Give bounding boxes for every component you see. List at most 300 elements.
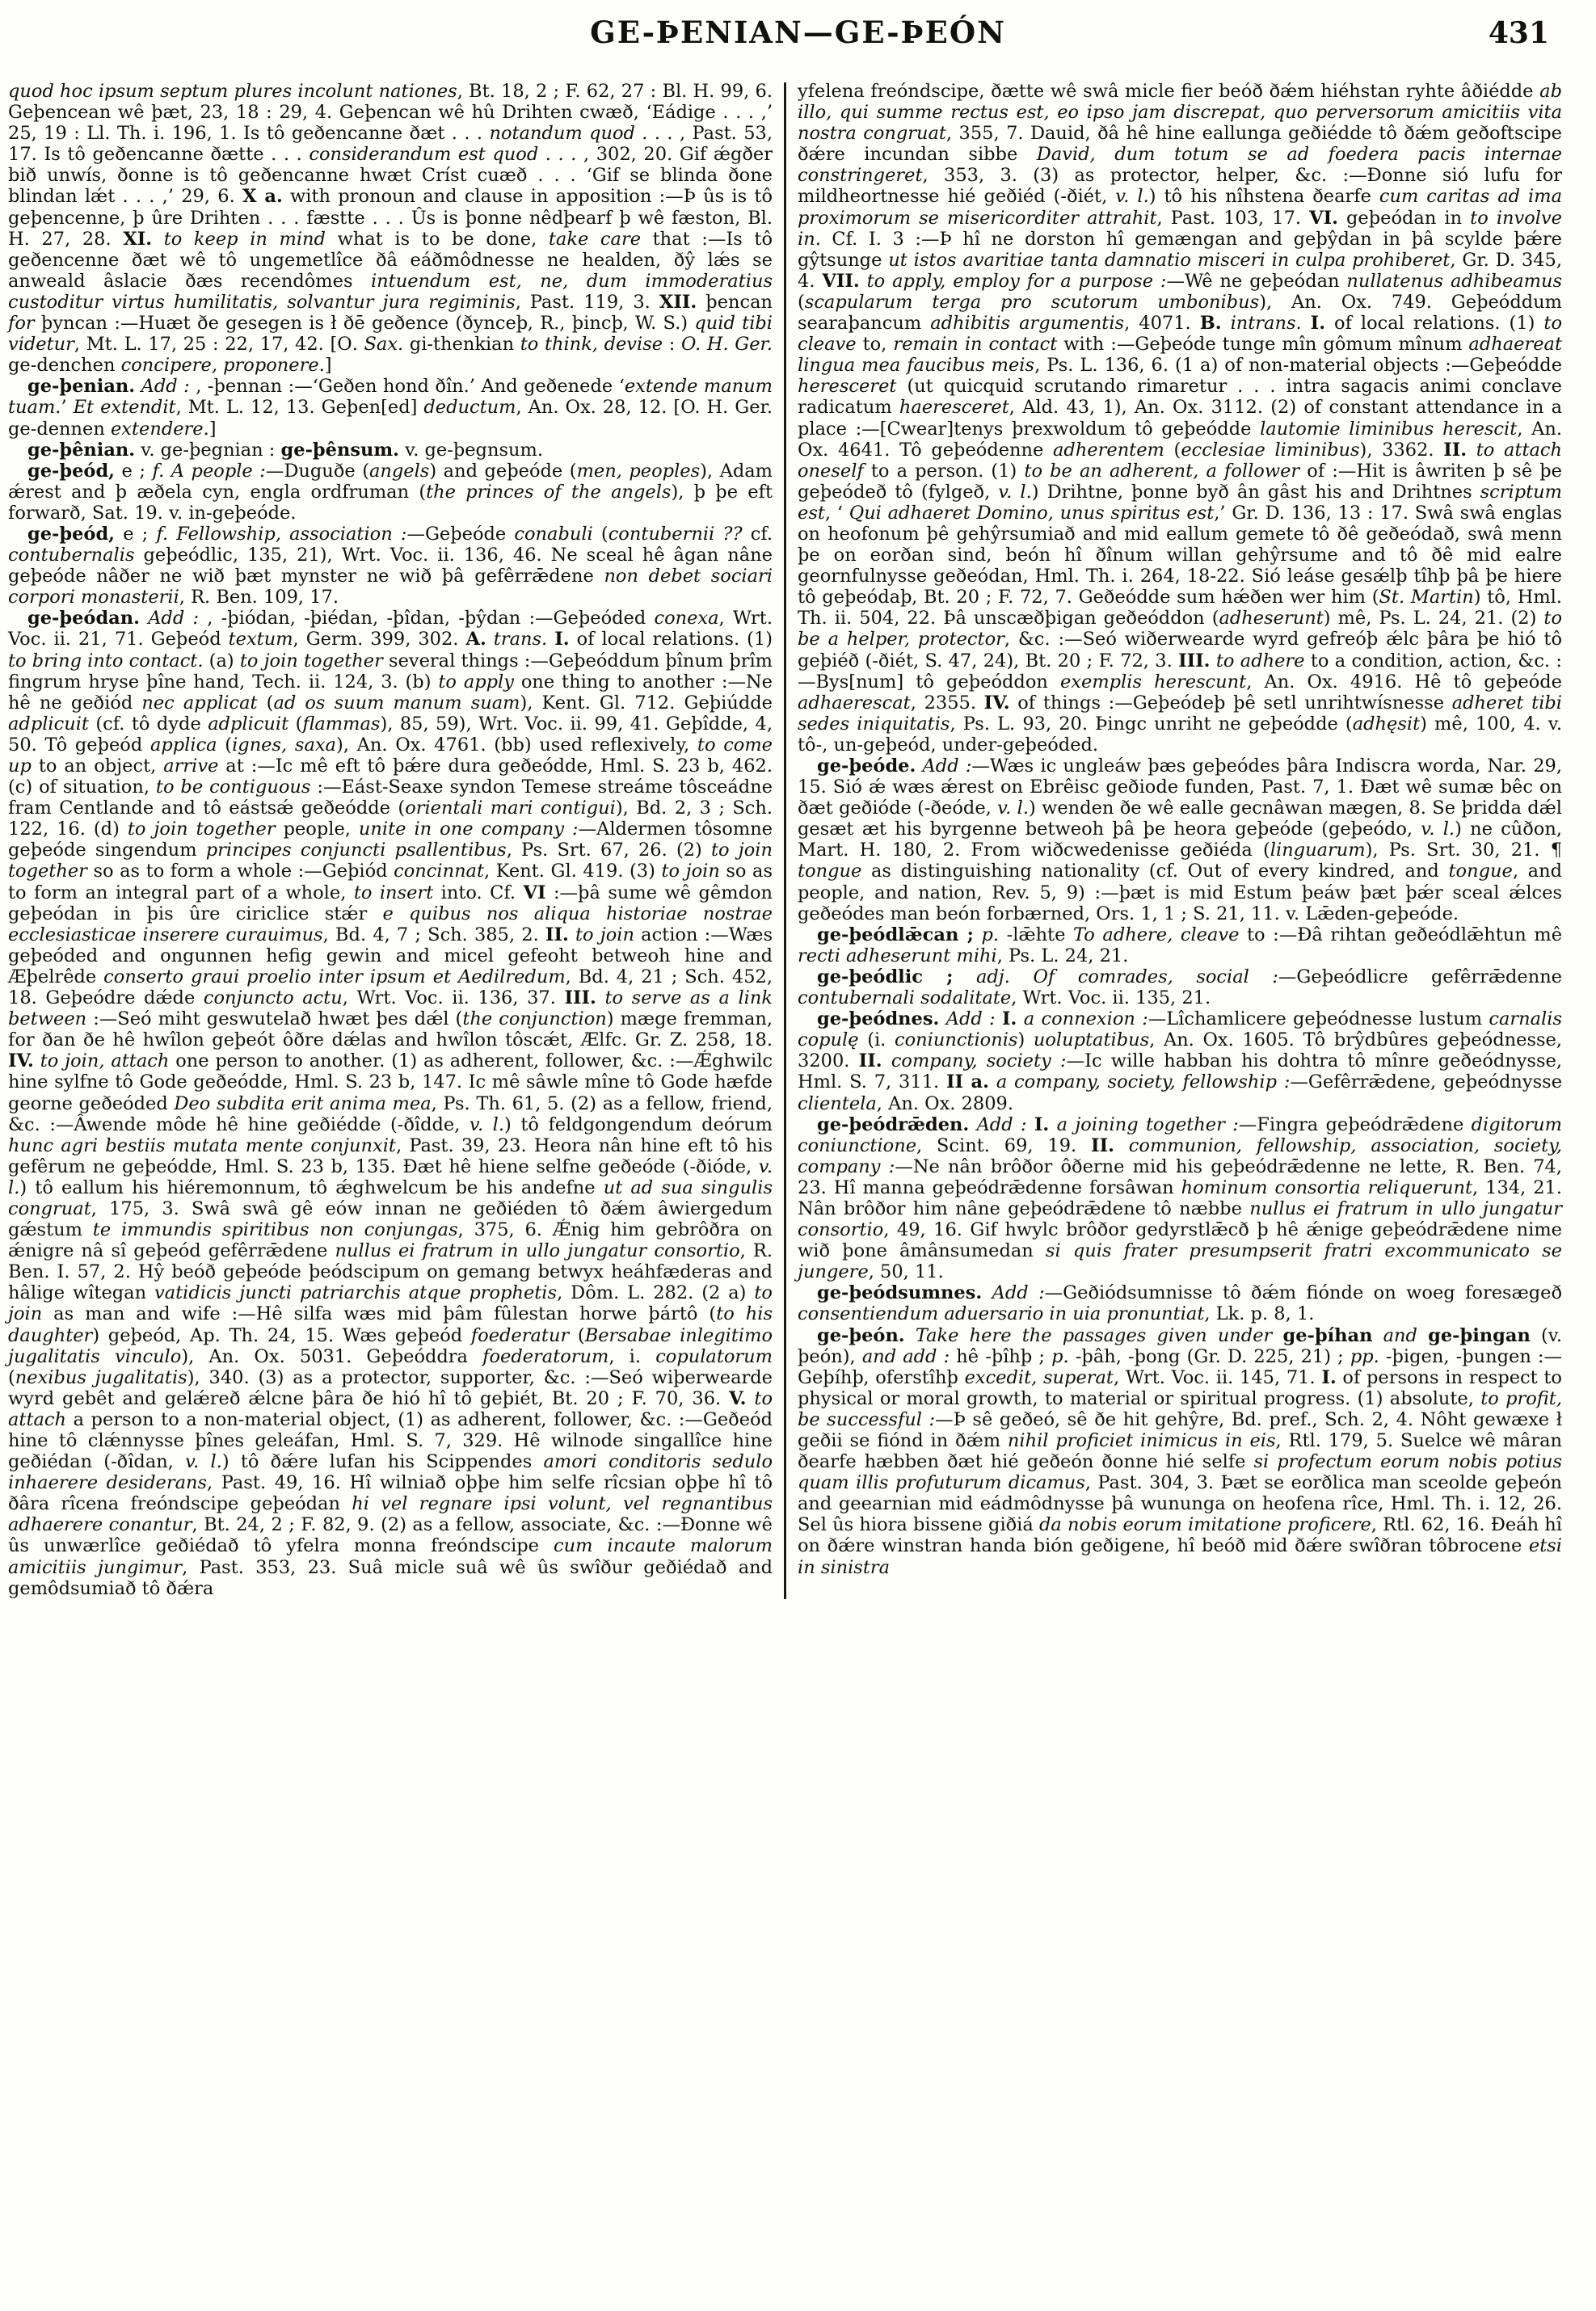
text-run: , Bd. 4, 7 ; Sch. 385, 2. bbox=[322, 924, 545, 945]
italic-run: to join bbox=[661, 861, 720, 882]
italic-run: to join together bbox=[8, 840, 773, 882]
headword-or-section-run: ge-þeódsumnes. bbox=[817, 1282, 983, 1304]
italic-run: to attach bbox=[8, 1387, 773, 1430]
text-run: with pronoun and clause in apposition :—Þ ûs is tô geþencenne, þ ûre Drihten . . . fæstte . . . Ûs is þonne nêdþearf þ wê fæston, Bl. H. 27, 28. bbox=[8, 186, 773, 250]
text-run: (a) bbox=[203, 650, 240, 671]
text-run: ) tô his nîhstena ðearfe bbox=[1148, 186, 1379, 208]
text-run bbox=[989, 1071, 996, 1092]
dictionary-paragraph bbox=[8, 608, 773, 1598]
text-run: , ‘ bbox=[824, 502, 849, 524]
italic-run: angels bbox=[368, 460, 430, 482]
italic-run: the princes of the angels bbox=[426, 481, 672, 503]
italic-run: to attach oneself bbox=[798, 439, 1562, 482]
text-run: geþeódlic, 135, 21), Wrt. Voc. ii. 136, 46. Ne sceal hê âgan nâne geþeóde nâðer ne wið þæt mynster ne wið þâ gefêrrǣdene bbox=[8, 545, 773, 587]
text-run: , Bt. 24, 2 ; F. 82, 9. (2) as a fellow, associate, &c. :—Ðonne wê ûs unwærlîce geðiédað tô yfelra monna freóndscipe bbox=[8, 1514, 773, 1557]
italic-run: hi vel regnare ipsi volunt, vel regnantibus adhaerere conantur bbox=[8, 1493, 773, 1536]
text-run: , Past. 49, 16. Hî wilniað oþþe him selfe rîcsian oþþe hî tô ðâra rîcena freóndscipe geþeódan bbox=[8, 1472, 773, 1515]
italic-run: contubernii ?? bbox=[608, 523, 743, 545]
italic-run: intrans. bbox=[1230, 313, 1302, 335]
text-run bbox=[140, 608, 148, 629]
italic-run: to join bbox=[575, 924, 634, 945]
dictionary-paragraph bbox=[8, 461, 773, 524]
italic-run: considerandum est quod . . . bbox=[309, 144, 583, 166]
italic-run: Qui adhaeret Domino, unus spiritus est bbox=[849, 502, 1215, 524]
italic-run: v. l. bbox=[998, 481, 1032, 503]
italic-run: to come up bbox=[8, 734, 773, 777]
text-run: of local relations. (1) bbox=[569, 629, 773, 650]
headword-or-section-run: I. bbox=[1002, 1008, 1017, 1030]
italic-run: extende manum tuam. bbox=[8, 376, 773, 419]
italic-run: uoluptatibus bbox=[1033, 1029, 1150, 1051]
text-run bbox=[982, 1282, 992, 1303]
text-run: to an object, bbox=[31, 756, 164, 777]
text-run bbox=[905, 1325, 916, 1346]
italic-run: scriptum est bbox=[798, 481, 1562, 524]
text-run: of persons in respect to physical or moral growth, to material or spiritual progress. (1) absolute, bbox=[798, 1366, 1562, 1409]
text-run: , 4071. bbox=[1124, 313, 1200, 335]
text-run: ( bbox=[569, 1324, 585, 1346]
text-run bbox=[1211, 650, 1216, 671]
text-run: ) mæge fremman, for ðan ðe hê hwîlon geþeót ôðre dǽlas and hwîlon tôscǽt, Ælfc. Gr. Z. 258, 18. bbox=[8, 1008, 773, 1051]
text-run: , Ps. Srt. 67, 26. (2) bbox=[506, 840, 712, 861]
italic-run: v. l. bbox=[1421, 819, 1455, 840]
text-run: -þigen, -þungen :—Geþíhþ, oferstîhþ bbox=[798, 1345, 1563, 1388]
text-run: ( bbox=[217, 734, 233, 756]
text-run: one person to another. (1) as adherent, follower, &c. :—Ǽghwilc hine sylfne tô Gode geðeódde, Hml. S. 23 b, 147. Ic mê sâwle mîne tô Gode hæfde georne geðeóded bbox=[8, 1050, 773, 1114]
italic-run: consentiendum aduersario in uia pronuntiat bbox=[798, 1303, 1205, 1325]
right-column bbox=[798, 81, 1562, 1599]
text-run: action :—Wæs geþeóded and ongunnen hefig gewin and micel gefeoht betweoh hine and Æþelrêde bbox=[8, 924, 773, 987]
headword-or-section-run: ge-þênsum. bbox=[280, 439, 400, 461]
text-run: so as to form a whole :—Geþiód bbox=[86, 861, 394, 882]
text-run: as man and wife :—Hê silfa wæs mid þâm fûlestan horwe þártô ( bbox=[42, 1303, 717, 1325]
text-run: , Kent. Gl. 419. (3) bbox=[484, 861, 662, 882]
italic-run: heresceret bbox=[798, 376, 897, 398]
text-run: at :—Ic mê eft tô þǽre dura geðeódde, Hml. S. 23 b, 462. (c) of situation, bbox=[8, 756, 773, 798]
text-run: , 50, 11. bbox=[868, 1261, 944, 1283]
italic-run: take care bbox=[548, 228, 642, 250]
text-run: , 2355. bbox=[910, 692, 984, 714]
text-run: , Mt. L. 17, 25 : 22, 17, 42. [О. bbox=[74, 334, 364, 356]
text-run: , An. Ox. 4641. Tô geþeódenne bbox=[798, 418, 1562, 461]
text-run: —Aldermen tôsomne geþeóde singendum bbox=[8, 819, 773, 861]
italic-run: applica bbox=[149, 734, 217, 756]
headword-or-section-run: ge-þeóde. bbox=[817, 756, 916, 777]
text-run: , Rtl. 179, 5. Suelce wê mâran ðearfe hæbben ðæt hié geðeón ðonne hié selfe bbox=[798, 1430, 1562, 1473]
text-run: —Gefêrrǣdene, geþeódnysse bbox=[1290, 1071, 1563, 1093]
text-run: , Wrt. Voc. ii. 135, 21. bbox=[1011, 987, 1211, 1009]
text-run: —Wæs ic ungleáw þæs geþeódes þâra Indiscra worda, Nar. 29, 15. Sió ǽ wæs ǽrest on Ebrêisc geðiode funden, Past. 7, 1. Ðæt wê sumæ bêc on ðæt geðióde (-ðeóde, bbox=[798, 756, 1562, 819]
text-run: , Ps. L. 136, 6. (1 a) of non-material objects :—Geþeódde bbox=[1034, 355, 1563, 377]
dictionary-paragraph bbox=[798, 756, 1562, 924]
text-run: yfelena freóndscipe, ðætte wê swâ micle fier beóð ðǽm hiéhstan ryhte âðiédde bbox=[798, 81, 1540, 102]
text-run: ( bbox=[8, 1366, 15, 1388]
italic-run: to be contiguous bbox=[155, 777, 311, 798]
headword-or-section-run: II. bbox=[1091, 1134, 1114, 1156]
text-run bbox=[969, 1114, 976, 1135]
italic-run: nullus ei fratrum in ullo jungatur consortio bbox=[335, 1240, 740, 1262]
dictionary-paragraph bbox=[798, 81, 1562, 756]
text-run: , -þiódan, -þiédan, -þîdan, -þŷdan :—Geþeóded bbox=[199, 608, 655, 629]
italic-run: conserto graui proelio inter ipsum et Aedilredum bbox=[103, 966, 566, 987]
text-run bbox=[1114, 1135, 1129, 1156]
text-run: of things :—Geþeódeþ þê setl unrihtwísnesse bbox=[1009, 692, 1452, 714]
column-divider-rule bbox=[784, 82, 786, 1599]
text-run: : bbox=[663, 334, 681, 356]
italic-run: etsi in sinistra bbox=[798, 1535, 1562, 1578]
italic-run: for bbox=[8, 313, 35, 335]
text-run: , Wrt. Voc. ii. 136, 37. bbox=[342, 987, 565, 1009]
italic-run: orientali mari contigui bbox=[405, 798, 616, 819]
text-run bbox=[569, 924, 575, 945]
italic-run: v. l. bbox=[997, 798, 1029, 819]
italic-run: to apply bbox=[438, 671, 514, 692]
italic-run: to insert bbox=[353, 882, 434, 903]
italic-run: adj. Of comrades, social : bbox=[975, 966, 1278, 987]
text-run: ) mê, Ps. L. 24, 21. (2) bbox=[1323, 608, 1544, 629]
italic-run: v. l. bbox=[469, 1113, 505, 1135]
text-run: ( bbox=[257, 692, 274, 714]
italic-run: Deo subdita erit anima mea bbox=[174, 1092, 432, 1114]
text-run: with :—Geþeóde tunge mîn gômum mînum bbox=[1057, 334, 1469, 356]
text-run: , Bt. 18, 2 ; F. 62, 27 : Bl. H. 99, 6. Geþencean wê þæt, 23, 18 : 29, 4. Geþencan wê hû Drihten cwæð, ‘Eádige . . . ,’ 25, 19 : Ll. Th. i. 196, 1. Is tô geðencanne ðæt . . . bbox=[8, 81, 773, 145]
text-run: people, bbox=[275, 819, 359, 840]
text-run: to a person. (1) bbox=[863, 460, 1025, 482]
text-run: , i. bbox=[609, 1345, 656, 1367]
dictionary-paragraph bbox=[8, 81, 773, 376]
italic-run: Take here the passages given under bbox=[915, 1324, 1273, 1346]
text-run: (ut quicquid scrutando rimaretur . . . intra sagacis animi conclave radicatum bbox=[798, 376, 1562, 419]
text-run: , An. Ox. 28, 12. [O. H. Ger. ge-dennen bbox=[8, 397, 773, 440]
italic-run: amori conditoris sedulo inhaerere desiderans bbox=[8, 1451, 773, 1494]
text-run: ) geþeód, Ap. Th. 24, 15. Wæs geþeód bbox=[92, 1324, 471, 1346]
dictionary-paragraph bbox=[798, 1114, 1562, 1283]
text-run: , Past. 304, 3. Þæt se eorðlica man sceolde geþeón and geearnian mid eádmôdnysse þâ wununga on heofena rîce, Hml. Th. i. 12, 26. Sel ûs hiora bissene giðiá bbox=[798, 1472, 1563, 1536]
italic-run: p. bbox=[981, 924, 1000, 945]
text-run bbox=[860, 271, 867, 292]
italic-run: v. l. bbox=[8, 1156, 773, 1198]
italic-run: p. bbox=[1051, 1345, 1069, 1367]
italic-run: nihil proficiet inimicus in eis bbox=[1007, 1430, 1276, 1451]
text-run bbox=[1302, 313, 1311, 334]
italic-run: adplicuit bbox=[208, 713, 289, 735]
headword-or-section-run: ge-þingan bbox=[1428, 1324, 1531, 1346]
italic-run: to cleave bbox=[798, 313, 1563, 356]
italic-run: adhibitis argumentis bbox=[930, 313, 1125, 335]
italic-run: the conjunction bbox=[462, 1008, 607, 1030]
italic-run: nullus ei fratrum in ullo jungatur consortio bbox=[798, 1198, 1562, 1241]
italic-run: to join together bbox=[127, 819, 276, 840]
text-run bbox=[1372, 1325, 1383, 1346]
text-run: :—Seó miht geswutelað hwæt þes dǽl ( bbox=[86, 1008, 463, 1030]
text-run: . Cf. I. 3 :—Þ hî ne dorston hî gemængan and geþŷdan in þâ scylde þǽre gŷtsunge bbox=[798, 228, 1562, 271]
text-run: , Past. 353, 23. Suâ micle suâ wê ûs swîður geðiédað and gemôdsumiað tô ðǽra bbox=[8, 1556, 773, 1599]
italic-run: si quis frater presumpserit fratri excommunicato se jungere bbox=[798, 1240, 1562, 1283]
italic-run: a joining together : bbox=[1056, 1113, 1239, 1135]
italic-run: to adhere bbox=[1215, 650, 1305, 671]
italic-run: clientela bbox=[798, 1092, 877, 1114]
text-run: ) tô eallum his hiéremonnum, tô ǽghwelcum be his andefne bbox=[19, 1177, 604, 1198]
italic-run: conjuncto actu bbox=[203, 987, 343, 1009]
text-run: ( bbox=[592, 523, 609, 545]
italic-run: adheret tibi sedes iniquitatis bbox=[798, 692, 1562, 735]
italic-run: to keep in mind bbox=[152, 228, 326, 250]
headword-or-section-run: II. bbox=[545, 924, 569, 945]
text-run bbox=[916, 756, 922, 777]
italic-run: Add : bbox=[141, 376, 190, 398]
text-run: .] bbox=[203, 418, 217, 440]
text-run: , R. Ben. 109, 17. bbox=[179, 587, 339, 608]
text-run: ) bbox=[1017, 1029, 1034, 1051]
text-run: to, bbox=[856, 334, 894, 356]
text-run: what is to be done, bbox=[325, 228, 549, 250]
dictionary-paragraph bbox=[8, 376, 773, 439]
text-run: to :—Ðâ rihtan geðeódlǣhtun mê bbox=[1239, 924, 1563, 945]
text-run: ), þ þe eft forwarð, Sat. 19. v. in-geþeóde. bbox=[8, 481, 773, 524]
dictionary-paragraph bbox=[798, 966, 1562, 1008]
text-run: —Geþeódlicre gefêrrǣdenne bbox=[1278, 966, 1562, 987]
italic-run: remain in contact bbox=[893, 334, 1058, 356]
text-run: , Rtl. 62, 16. Ðeáh hî on ðǽre winstran handa bión geðigene, hî beóð mid ðǽre swîðran tôbrocene bbox=[798, 1514, 1562, 1557]
text-run bbox=[596, 987, 605, 1008]
headword-or-section-run: V. bbox=[729, 1387, 747, 1409]
italic-run: nexibus jugalitatis bbox=[15, 1366, 187, 1388]
text-run: , 375, 6. Ǽnig him gebrôðra on ǽnigre nâ sî geþeód gefêrrǣdene bbox=[8, 1219, 773, 1262]
text-run: , Dôm. L. 282. (2 a) bbox=[557, 1282, 755, 1304]
text-run bbox=[1049, 1114, 1056, 1135]
text-run: v. ge-þegnsum. bbox=[399, 439, 543, 461]
text-run: ), An. Ox. 749. Geþeóddum searaþancum bbox=[798, 291, 1562, 335]
text-run bbox=[996, 1008, 1002, 1029]
italic-run: adhaerescat bbox=[798, 692, 911, 714]
italic-run: e quibus nos aliqua historiae nostrae ecclesiasticae inserere curauimus bbox=[8, 903, 773, 945]
italic-run: Add : bbox=[992, 1282, 1045, 1304]
text-run: ) mê, 100, 4. v. tô-, un-geþeód, under-geþeóded. bbox=[798, 713, 1562, 756]
italic-run: non debet sociari corpori monasterii bbox=[8, 566, 773, 608]
italic-run: f. Fellowship, association : bbox=[156, 523, 407, 545]
dictionary-paragraph bbox=[8, 524, 773, 608]
headword-or-section-run: X a. bbox=[242, 186, 283, 208]
text-run bbox=[34, 1050, 40, 1071]
italic-run: vatidicis juncti patriarchis atque prophetis bbox=[154, 1282, 558, 1304]
text-run: ) Drihtne, þonne byð ân gâst his and Drihtnes bbox=[1031, 481, 1480, 503]
italic-run: contubernali sodalitate bbox=[798, 987, 1012, 1009]
italic-run: to bring into contact. bbox=[8, 650, 204, 671]
italic-run: Add : bbox=[976, 1113, 1027, 1135]
text-run bbox=[547, 629, 554, 650]
text-run: —Wê ne geþeódan bbox=[1166, 270, 1347, 292]
text-run bbox=[1017, 1008, 1023, 1029]
text-run: , Gr. D. 345, 4. bbox=[798, 249, 1562, 292]
italic-run: hunc agri bestiis mutata mente conjunxit bbox=[8, 1134, 396, 1156]
headword-or-section-run: ge-þeódrǣden. bbox=[817, 1113, 970, 1135]
text-run: ( bbox=[798, 291, 805, 313]
text-run: , and people, and nation, Rev. 5, 9) :—þæt is mid Estum þeáw þæt þǽr sceal ǽlces geðeódes man beón forbærned, Ors. 1, 1 ; S. 21, 11. v. Lǣden-geþeóde. bbox=[798, 861, 1562, 924]
italic-run: v. l. bbox=[185, 1451, 222, 1473]
italic-run: cum caritas ad ima proximorum se misericorditer attrahit bbox=[798, 186, 1562, 229]
text-run: —Lîchamlicere geþeódnesse lustum bbox=[1148, 1008, 1489, 1030]
text-run: ’ bbox=[61, 397, 74, 419]
headword-or-section-run: VI. bbox=[1309, 207, 1338, 229]
headword-or-section-run: A. bbox=[465, 629, 486, 650]
italic-run: linguarum bbox=[1270, 840, 1366, 861]
headword-or-section-run: IV. bbox=[8, 1050, 34, 1072]
text-run: , 134, 21. Nân brôðor him nâne geþeódrǣdene tô næbbe bbox=[798, 1177, 1562, 1219]
italic-run: To adhere, cleave bbox=[1073, 924, 1240, 945]
text-run: ), 85, 59), Wrt. Voc. ii. 99, 41. Geþîdde, 4, 50. Tô geþeód bbox=[8, 713, 773, 756]
italic-run: deductum bbox=[423, 397, 516, 419]
text-run: þyncan :—Huæt ðe gesegen is ł ðē geðence (ðynceþ, R., þincþ, W. S.) bbox=[34, 313, 695, 335]
headword-or-section-run: ge-þeód, bbox=[27, 460, 116, 482]
italic-run: concinnat bbox=[394, 861, 485, 882]
text-run: ) tô, Hml. Th. ii. 504, 22. Þâ unscæðþigan geðeóddon ( bbox=[798, 587, 1563, 629]
text-run bbox=[953, 966, 976, 987]
italic-run: Bersabae inlegitimo jugalitatis vinculo bbox=[8, 1324, 773, 1367]
text-run: —Duguðe ( bbox=[265, 460, 369, 482]
text-run: geþeódan in bbox=[1337, 207, 1471, 229]
text-run: ) tô ðǽre lufan his Scippendes bbox=[221, 1451, 544, 1473]
text-run bbox=[1467, 440, 1476, 461]
italic-run: trans. bbox=[493, 629, 548, 650]
headword-or-section-run: I. bbox=[1034, 1113, 1050, 1135]
page-title: GE-ÞENIAN—GE-ÞEÓN bbox=[590, 15, 1006, 50]
italic-run: concipere, proponere bbox=[120, 355, 319, 377]
headword-or-section-run: XII. bbox=[659, 291, 697, 313]
text-run bbox=[135, 376, 141, 397]
text-run: cf. bbox=[742, 523, 773, 545]
headword-or-section-run: VII. bbox=[822, 270, 860, 292]
text-run: ), An. Ox. 4761. (bb) used reflexively, bbox=[335, 734, 697, 756]
italic-run: a connexion : bbox=[1023, 1008, 1148, 1030]
italic-run: Add : bbox=[922, 756, 972, 777]
italic-run: to serve as a link between bbox=[8, 987, 773, 1030]
italic-run: to his daughter bbox=[8, 1303, 773, 1346]
italic-run: recti adheserunt mihi bbox=[798, 945, 997, 966]
text-run: , Germ. 399, 302. bbox=[293, 629, 466, 650]
text-run bbox=[1417, 1325, 1428, 1346]
italic-run: conexa bbox=[654, 608, 719, 629]
page-number: 431 bbox=[1488, 16, 1549, 50]
italic-run: principes conjuncti psallentibus bbox=[205, 840, 507, 861]
dictionary-paragraph bbox=[798, 1282, 1562, 1324]
italic-run: adhęsit bbox=[1352, 713, 1421, 735]
headword-or-section-run: II. bbox=[858, 1050, 882, 1072]
italic-run: da nobis eorum imitatione proficere bbox=[1039, 1514, 1371, 1536]
text-run bbox=[486, 629, 494, 650]
text-run bbox=[1222, 313, 1231, 334]
italic-run: O. H. Ger. bbox=[680, 334, 773, 356]
italic-run: ut ad sua singulis congruat bbox=[8, 1177, 773, 1219]
text-run bbox=[1272, 1325, 1282, 1346]
text-run: , Past. 53, 17. Is tô geðencanne ðætte . . . bbox=[8, 123, 773, 166]
text-run: ,’ Gr. D. 136, 13 : 17. Swâ swâ englas on heofonum þê gehŷrsumiað and mid eallum gemete tô ðê geðeódað, swâ menn þe on eorðan sind, beón hî ðînum willan gehŷrsume and tô ðê mid ealre geornfulnysse geðeódan, Hml. Th. i. 264, 18-22. Sió leáse gesǽlþ tîhþ þâ þe hiere tô geþeódaþ, Bt. 20 ; F. 72, 7. Geðeódde sum hǽðen wer him ( bbox=[798, 502, 1563, 608]
text-run: :—þâ sume wê gêmdon geþeódan in þis ûre ciriclice stǽr bbox=[8, 882, 773, 924]
text-run: , An. Ox. 2809. bbox=[876, 1092, 1013, 1114]
italic-run: si profectum eorum nobis potius quam illis profuturum dicamus bbox=[798, 1451, 1562, 1494]
text-run: e ; bbox=[115, 523, 157, 545]
italic-run: to join, attach bbox=[40, 1050, 170, 1072]
italic-run: carnalis copulę bbox=[798, 1008, 1562, 1051]
text-run: ), Adam ǽrest and þ æðela cyn, engla ordfruman ( bbox=[8, 460, 773, 503]
text-run: , Ps. L. 93, 20. Þingc unriht ne geþeódde ( bbox=[950, 713, 1353, 735]
text-run: , 302, 20. Gif ǽgðer bið unwís, ðonne is tô geðencanne hwæt Críst cuæð . . . ‘Gif se blinda ðone blindan lǽt . . . ,’ 29, 6. bbox=[8, 144, 773, 208]
text-run bbox=[1027, 1114, 1034, 1135]
running-head bbox=[0, 15, 1596, 63]
italic-run: nullatenus adhibeamus bbox=[1346, 270, 1562, 292]
italic-run: a company, society, fellowship : bbox=[996, 1071, 1291, 1093]
headword-or-section-run: ge-þeódan. bbox=[27, 608, 140, 629]
text-run: , Past. 103, 17. bbox=[1156, 207, 1310, 229]
text-run: —Þ sê geðeó, sê ðe hit gehŷre, Bd. pref., Sch. 2, 4. Nôht gewæxe ł geðii se fiónd in ðǽm bbox=[798, 1408, 1562, 1451]
italic-run: and bbox=[1383, 1324, 1417, 1346]
headword-or-section-run: ge-þeódlic ; bbox=[817, 966, 954, 987]
italic-run: tongue bbox=[1448, 861, 1513, 882]
headword-or-section-run: ge-þeódlǣcan ; bbox=[817, 924, 974, 945]
text-run: ), Bd. 2, 3 ; Sch. 122, 16. (d) bbox=[8, 798, 773, 840]
text-run: ) ne cûðon, Mart. H. 180, 2. From wiðcwedenisse geðiéda ( bbox=[798, 819, 1562, 861]
italic-run: ad os suum manum suam bbox=[273, 692, 520, 714]
italic-run: to profit, be successful : bbox=[798, 1387, 1562, 1430]
headword-or-section-run: VI bbox=[523, 882, 546, 903]
text-run: —Ne nân brôðor ôðerne mid his geþeódrǣdenne ne lette, R. Ben. 74, 23. Hî manna geþeódrǣdenne forsâwan bbox=[798, 1156, 1562, 1198]
text-run: —Geðiódsumnisse tô ðǽm fiónde on woeg foresægeð bbox=[1044, 1282, 1562, 1304]
italic-run: contubernalis bbox=[8, 545, 135, 566]
italic-run: foederatorum bbox=[482, 1345, 609, 1367]
text-run: , Mt. L. 12, 13. Geþen[ed] bbox=[175, 397, 424, 419]
text-run: -þâh, -þong (Gr. D. 225, 21) ; bbox=[1068, 1345, 1350, 1367]
italic-run: to apply, employ for a purpose : bbox=[866, 270, 1167, 292]
italic-run: foederatur bbox=[470, 1324, 570, 1346]
headword-or-section-run: B. bbox=[1199, 313, 1222, 335]
text-run: , Wrt. Voc. ii. 21, 71. Geþeód bbox=[8, 608, 773, 650]
headword-or-section-run: ge-þeód, bbox=[27, 523, 116, 545]
italic-run: coniunctionis bbox=[895, 1029, 1018, 1051]
italic-run: tongue bbox=[798, 861, 862, 882]
text-run: , 353, 3. (3) as protector, helper, &c. :—Ðonne sió lufu for mildheortnesse hié geðiéd (-ðiét, bbox=[798, 165, 1562, 208]
dictionary-paragraph bbox=[8, 440, 773, 461]
italic-run: ut istos avaritiae tanta damnatio misceri in culpa prohiberet bbox=[888, 249, 1451, 271]
text-run: ), An. Ox. 5031. Geþeóddra bbox=[181, 1345, 483, 1367]
italic-run: ignes, saxa bbox=[232, 734, 336, 756]
headword-or-section-run: III. bbox=[1178, 650, 1211, 671]
dictionary-paragraph bbox=[798, 1325, 1562, 1578]
text-run bbox=[939, 1008, 945, 1029]
italic-run: to join together bbox=[239, 650, 383, 671]
italic-run: intuendum est, ne, dum immoderatius custoditur virtus humilitatis, solvantur jura regiminis bbox=[8, 270, 773, 313]
text-columns bbox=[8, 81, 1562, 1599]
text-run: so as to form an integral part of a whole, bbox=[8, 861, 773, 903]
italic-run: adplicuit bbox=[8, 713, 89, 735]
text-run: , 175, 3. Swâ swâ gê eów innan ne geðiéden tô ðǽm âwiergedum gǽstum bbox=[8, 1198, 773, 1241]
dictionary-paragraph bbox=[798, 924, 1562, 966]
italic-run: extendere bbox=[110, 418, 204, 440]
text-run: hê -þîhþ ; bbox=[950, 1345, 1052, 1367]
italic-run: St. Martin bbox=[1379, 587, 1474, 608]
headword-or-section-run: ge-þenian. bbox=[27, 376, 136, 398]
italic-run: Et extendit bbox=[73, 397, 176, 419]
dictionary-paragraph bbox=[798, 1008, 1562, 1113]
text-run: ), Kent. Gl. 712. Geþiúdde bbox=[520, 692, 773, 714]
headword-or-section-run: I. bbox=[1321, 1366, 1337, 1388]
italic-run: Add : bbox=[148, 608, 200, 629]
text-run: ge-denchen bbox=[8, 355, 121, 377]
text-run: to a condition, action, &c. :—Bys[num] tô geþeóddon bbox=[798, 650, 1562, 692]
text-run: , Ps. L. 24, 21. bbox=[996, 945, 1129, 966]
italic-run: adherentem bbox=[1053, 439, 1164, 461]
headword-or-section-run: III. bbox=[564, 987, 596, 1009]
italic-run: textum bbox=[228, 629, 293, 650]
italic-run: to think, devise bbox=[520, 334, 663, 356]
